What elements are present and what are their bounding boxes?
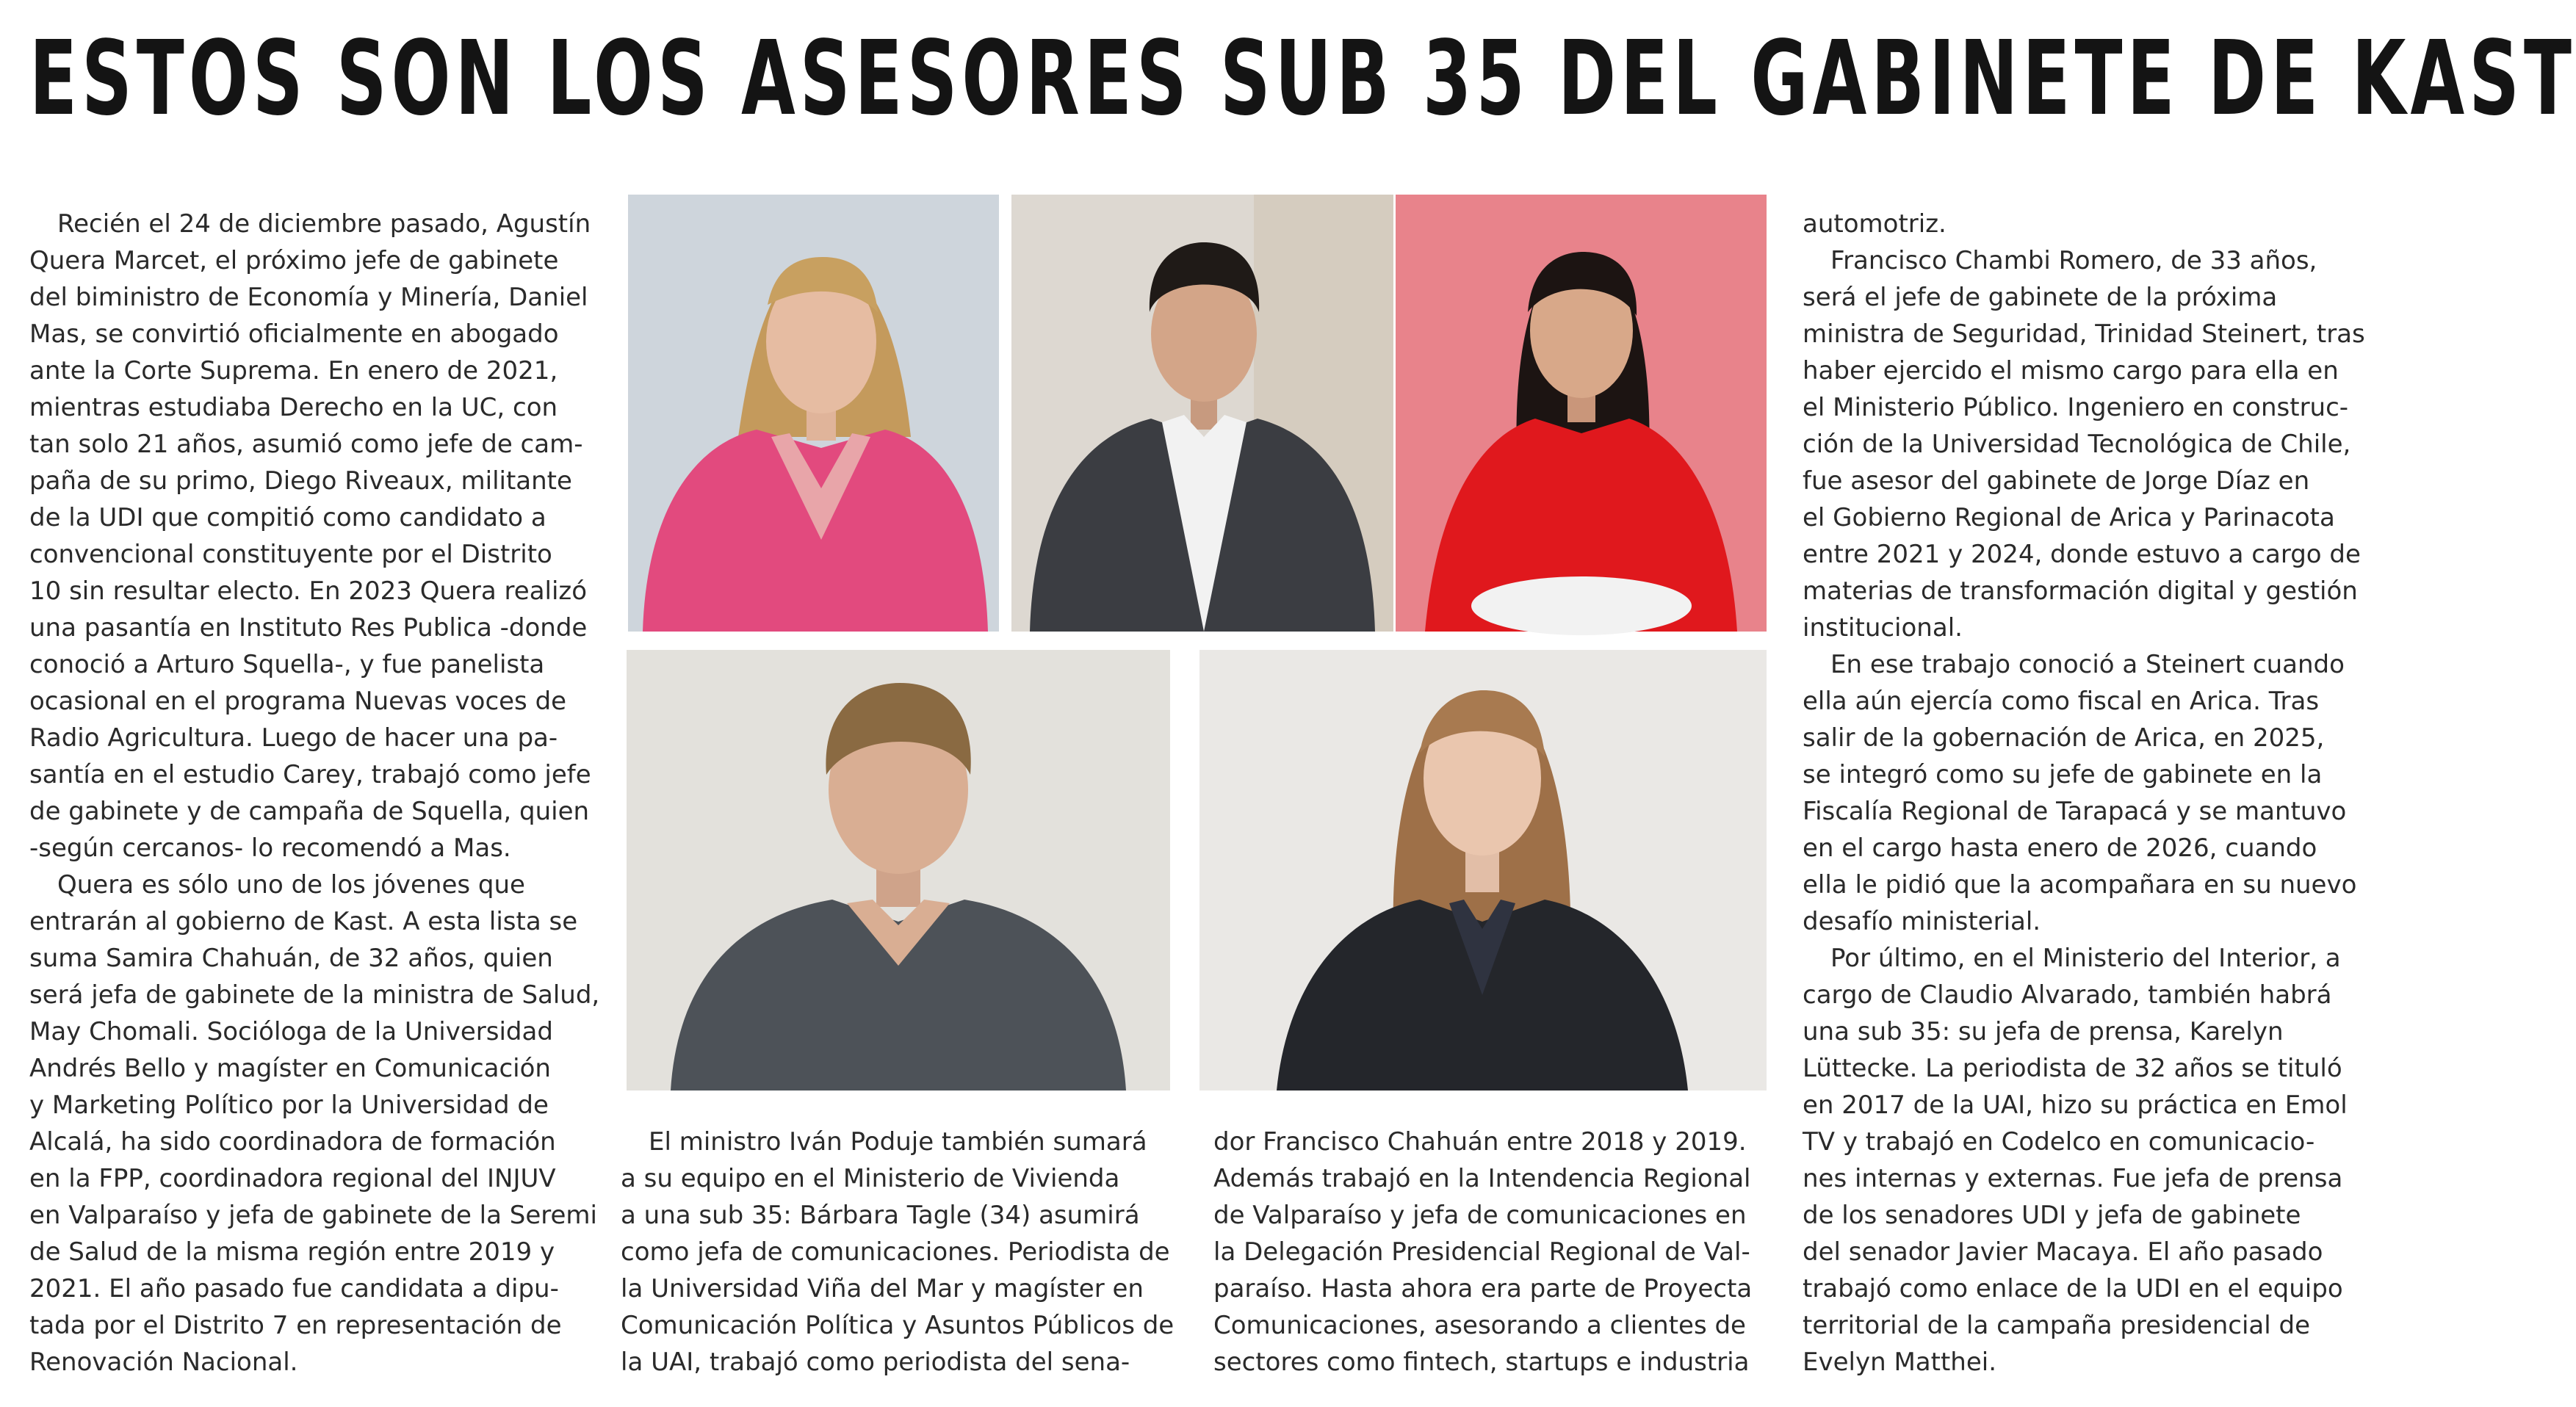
paragraph-line: El ministro Iván Poduje también sumará (649, 1127, 1147, 1157)
paragraph-line: dor Francisco Chahuán entre 2018 y 2019. (1213, 1127, 1747, 1157)
paragraph-line: conoció a Arturo Squella-, y fue panelista (29, 650, 545, 679)
paragraph-line: Fiscalía Regional de Tarapacá y se mantuvo (1803, 797, 2347, 826)
paragraph-line: ante la Corte Suprema. En enero de 2021, (29, 356, 558, 386)
paragraph-line: Recién el 24 de diciembre pasado, Agustín (57, 209, 591, 239)
paragraph-line: TV y trabajó en Codelco en comunicacio- (1803, 1127, 2315, 1157)
paragraph-line: haber ejercido el mismo cargo para ella en (1803, 356, 2339, 386)
paragraph-line: de la UDI que compitió como candidato a (29, 503, 546, 532)
paragraph-line: Comunicación Política y Asuntos Públicos de (621, 1311, 1175, 1340)
paragraph-line: Renovación Nacional. (29, 1348, 298, 1377)
paragraph-line: ella le pidió que la acompañara en su nuevo (1803, 870, 2357, 900)
paragraph-line: En ese trabajo conoció a Steinert cuando (1830, 650, 2345, 679)
photo-karelyn-luttecke (1199, 650, 1767, 1090)
paragraph-line: Alcalá, ha sido coordinadora de formación (29, 1127, 556, 1157)
article-headline: ESTOS SON LOS ASESORES SUB 35 DEL GABINETE DE KAST (29, 19, 2576, 139)
paragraph-line: ción de la Universidad Tecnológica de Chile, (1803, 430, 2351, 459)
paragraph-line: materias de transformación digital y gestión (1803, 576, 2358, 606)
paragraph-line: como jefa de comunicaciones. Periodista de (621, 1237, 1170, 1267)
photo-francisco-chambi (1011, 195, 1393, 632)
paragraph-line: automotriz. (1803, 209, 1947, 239)
paragraph-line: una sub 35: su jefa de prensa, Karelyn (1803, 1017, 2284, 1046)
paragraph-line: institucional. (1803, 613, 1963, 643)
paragraph-line: a una sub 35: Bárbara Tagle (34) asumirá (621, 1201, 1140, 1230)
paragraph-line: convencional constituyente por el Distrito (29, 540, 552, 569)
paragraph-line: el Gobierno Regional de Arica y Parinacota (1803, 503, 2335, 532)
paragraph-line: suma Samira Chahuán, de 32 años, quien (29, 944, 553, 973)
paragraph-line: Radio Agricultura. Luego de hacer una pa- (29, 723, 558, 753)
paragraph-line: santía en el estudio Carey, trabajó como jefe (29, 760, 591, 789)
paragraph-line: el Ministerio Público. Ingeniero en construc- (1803, 393, 2349, 422)
paragraph-line: del senador Javier Macaya. El año pasado (1803, 1237, 2323, 1267)
paragraph-line: se integró como su jefe de gabinete en la (1803, 760, 2323, 789)
paragraph-line: una pasantía en Instituto Res Publica -donde (29, 613, 588, 643)
paragraph-line: paraíso. Hasta ahora era parte de Proyecta (1213, 1274, 1753, 1303)
paragraph-line: la UAI, trabajó como periodista del sena- (621, 1348, 1130, 1377)
paragraph-line: sectores como fintech, startups e industria (1213, 1348, 1750, 1377)
photo-samira-chahuan (628, 195, 999, 632)
paragraph-line: será jefa de gabinete de la ministra de Salud, (29, 980, 600, 1010)
paragraph-line: trabajó como enlace de la UDI en el equipo (1803, 1274, 2343, 1303)
paragraph-line: Lüttecke. La periodista de 32 años se tituló (1803, 1054, 2342, 1083)
paragraph-line: a su equipo en el Ministerio de Vivienda (621, 1164, 1120, 1193)
paragraph-line: Comunicaciones, asesorando a clientes de (1213, 1311, 1746, 1340)
article-column-1 (29, 206, 599, 1381)
paragraph-line: fue asesor del gabinete de Jorge Díaz en (1803, 466, 2310, 496)
paragraph-line: Andrés Bello y magíster en Comunicación (29, 1054, 551, 1083)
paragraph-line: en el cargo hasta enero de 2026, cuando (1803, 833, 2317, 863)
paragraph-line: Mas, se convirtió oficialmente en abogado (29, 319, 559, 349)
paragraph-line: y Marketing Político por la Universidad de (29, 1090, 549, 1120)
paragraph-line: de los senadores UDI y jefa de gabinete (1803, 1201, 2301, 1230)
paragraph-line: ocasional en el programa Nuevas voces de (29, 687, 567, 716)
paragraph-line: tan solo 21 años, asumió como jefe de cam- (29, 430, 583, 459)
paragraph-line: en 2017 de la UAI, hizo su práctica en Emol (1803, 1090, 2348, 1120)
article-column-3 (1213, 1124, 1772, 1381)
paragraph-line: en la FPP, coordinadora regional del INJUV (29, 1164, 556, 1193)
article-column-2 (621, 1124, 1194, 1381)
paragraph-line: del biministro de Economía y Minería, Daniel (29, 283, 588, 312)
paragraph-line: la Delegación Presidencial Regional de Val- (1213, 1237, 1750, 1267)
paragraph-line: -según cercanos- lo recomendó a Mas. (29, 833, 511, 863)
paragraph-line: entrarán al gobierno de Kast. A esta lista se (29, 907, 578, 936)
paragraph-line: Además trabajó en la Intendencia Regional (1213, 1164, 1751, 1193)
paragraph-line: ella aún ejercía como fiscal en Arica. Tras (1803, 687, 2320, 716)
paragraph-line: ministra de Seguridad, Trinidad Steinert, tras (1803, 319, 2365, 349)
paragraph-line: desafío ministerial. (1803, 907, 2041, 936)
paragraph-line: entre 2021 y 2024, donde estuvo a cargo de (1803, 540, 2361, 569)
paragraph-line: en Valparaíso y jefa de gabinete de la Seremi (29, 1201, 597, 1230)
paragraph-line: de gabinete y de campaña de Squella, quien (29, 797, 590, 826)
paragraph-line: 2021. El año pasado fue candidata a dipu- (29, 1274, 559, 1303)
paragraph-line: May Chomali. Socióloga de la Universidad (29, 1017, 553, 1046)
paragraph-line: será el jefe de gabinete de la próxima (1803, 283, 2278, 312)
paragraph-line: paña de su primo, Diego Riveaux, militante (29, 466, 572, 496)
paragraph-line: Evelyn Matthei. (1803, 1348, 1996, 1377)
paragraph-line: nes internas y externas. Fue jefa de prensa (1803, 1164, 2343, 1193)
paragraph-line: la Universidad Viña del Mar y magíster en (621, 1274, 1144, 1303)
paragraph-line: de Salud de la misma región entre 2019 y (29, 1237, 555, 1267)
paragraph-line: Quera es sólo uno de los jóvenes que (57, 870, 525, 900)
paragraph-line: Quera Marcet, el próximo jefe de gabinete (29, 246, 559, 275)
paragraph-line: 10 sin resultar electo. En 2023 Quera realizó (29, 576, 588, 606)
paragraph-line: cargo de Claudio Alvarado, también habrá (1803, 980, 2332, 1010)
paragraph-line: mientras estudiaba Derecho en la UC, con (29, 393, 558, 422)
article-column-4 (1803, 206, 2368, 1381)
paragraph-line: Por último, en el Ministerio del Interior, a (1830, 944, 2341, 973)
paragraph-line: tada por el Distrito 7 en representación de (29, 1311, 562, 1340)
paragraph-line: de Valparaíso y jefa de comunicaciones en (1213, 1201, 1747, 1230)
photo-barbara-tagle (1396, 195, 1767, 632)
paragraph-line: territorial de la campaña presidencial de (1803, 1311, 2311, 1340)
paragraph-line: salir de la gobernación de Arica, en 2025, (1803, 723, 2325, 753)
paragraph-line: Francisco Chambi Romero, de 33 años, (1830, 246, 2317, 275)
photo-agustin-quera (627, 650, 1170, 1090)
